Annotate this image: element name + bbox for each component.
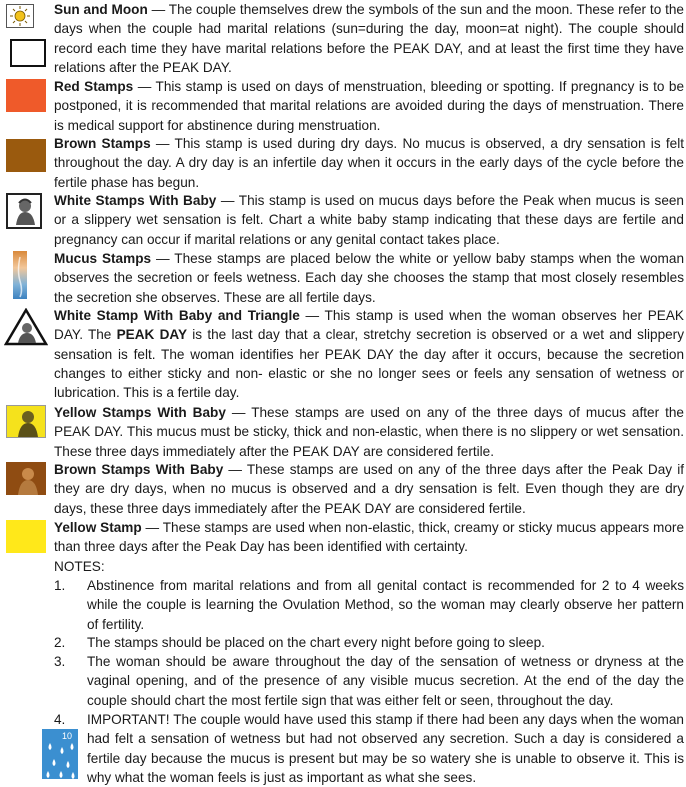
stamp-description [54,306,684,402]
peak-triangle-baby-icon [4,308,48,346]
stamp-name: Yellow Stamps With Baby [54,405,226,420]
stamp-description [54,249,684,307]
separator: — [225,405,252,420]
mucus-stamp-icon [11,251,29,299]
separator: — [151,251,175,266]
sun-stamp-icon [6,4,34,28]
stamp-description [54,134,684,192]
stamp-text: These stamps are used when non-elastic, thick, creamy or sticky mucus appears more than three days after the Peak Day has been identified with certainty. [54,520,684,555]
stamp-text: This stamp is used when the woman observes her PEAK DAY. The [54,308,684,343]
stamp-name: Mucus Stamps [54,251,152,266]
separator: — [141,520,163,535]
note-text: IMPORTANT! The couple would have used this stamp if there had been any days when the woman had felt a sensation of wetness but had not observed any secretion. Such a day is considered a fertile day because the mucus is present but may be so watery she is unable to observe it. This is why what the woman feels is just as important as what she sees. [87,712,684,785]
stamp-name: White Stamps With Baby [54,193,217,208]
separator: — [299,308,325,323]
stamp-description [54,460,684,518]
note-number: 1. [54,578,66,593]
separator: — [216,193,239,208]
stamp-text: These stamps are placed below the white or yellow baby stamps when the woman observes the secretion or feels wetness. Each day she chooses the stamp that most closely resembles the secretion she observes. These are all fertile days. [54,251,684,305]
stamp-name: Brown Stamps With Baby [54,462,224,477]
note-item [54,652,684,710]
white-baby-stamp-icon [6,193,42,229]
stamp-text: The couple themselves drew the symbols of the sun and the moon. These refer to the days when the couple had marital relations (sun=during the day, moon=at night). The couple should record each time they have marital relations before the PEAK DAY, and at least the first time they have relations after the PEAK DAY. [54,2,684,75]
brown-stamp-swatch [6,139,46,172]
separator: — [223,462,247,477]
notes-heading: NOTES: [54,559,105,574]
note-number: 2. [54,635,66,650]
brown-baby-stamp-icon [6,462,46,495]
note-text: The woman should be aware throughout the day of the sensation of wetness or dryness at the vaginal opening, and of the presence of any visible mucus secretion. At the end of the day the couple should chart the most fertile sign that was either felt or seen, throughout the day. [87,654,684,708]
stamp-number: 10 [62,731,73,741]
stamp-description [54,403,684,461]
red-stamp-swatch [6,79,46,112]
note-number: 4. [54,712,66,727]
stamp-name: Red Stamps [54,79,134,94]
peak-day-bold: PEAK DAY [116,327,188,343]
stamp-text: These stamps are used on any of the three days of mucus after the PEAK DAY. This mucus must be sticky, thick and non-elastic, when there is no slippery or wet sensation. These three days immediately after the PEAK DAY are considered fertile. [54,405,684,459]
separator: — [133,79,156,94]
stamp-name: Yellow Stamp [54,520,142,535]
stamp-text-cont: is the last day that a clear, stretchy secretion is observed or a wet and slippery sensation is felt. The woman identifies her PEAK DAY the day after it occurs, because the secretion changes to either sticky and non- elastic or she no longer sees or feels any sensation of wetness or lubrication. This is a fertile day. [54,327,685,401]
stamp-text: This stamp is used on mucus days before the Peak when mucus is seen or a slippery wet sensation is felt. Chart a white baby stamp indicating that these days are fertile and pregnancy can occur if marital relations or any genital contact takes place. [54,193,684,247]
yellow-baby-stamp-icon [6,405,46,438]
note-text: The stamps should be placed on the chart every night before going to sleep. [87,635,545,650]
stamp-name: Sun and Moon [54,2,148,17]
note-item [54,633,684,652]
separator: — [147,2,169,17]
stamp-description [54,191,684,249]
moon-stamp-icon [10,39,46,67]
note-item [54,576,684,634]
note-item [54,710,684,787]
note-text: Abstinence from marital relations and from all genital contact is recommended for 2 to 4 weeks while the couple is learning the Ovulation Method, so the woman may clearly observe her pattern of fertility. [87,578,684,632]
wetness-drops-stamp-icon [42,729,78,779]
note-number: 3. [54,654,66,669]
stamp-description [54,0,684,77]
stamp-text: These stamps are used on any of the three days after the Peak Day if they are dry days, when no mucus is observed and a dry sensation is felt. Even though they are dry days, these three days immediately after the PEAK DAY are considered fertile. [54,462,684,516]
stamp-description [54,77,684,135]
yellow-stamp-swatch [6,520,46,553]
stamp-name: Brown Stamps [54,136,151,151]
stamp-name: White Stamp With Baby and Triangle [54,308,300,323]
stamp-description [54,518,684,557]
separator: — [150,136,175,151]
stamp-text: This stamp is used during dry days. No mucus is observed, a dry sensation is felt throughout the day. A dry day is an infertile day when it occurs in the early days of the cycle before the fertile phase has begun. [54,136,685,190]
stamp-text: This stamp is used on days of menstruation, bleeding or spotting. If pregnancy is to be postponed, it is recommended that marital relations are avoided during the days of menstruation. There is medical support for abstinence during menstruation. [54,79,685,133]
